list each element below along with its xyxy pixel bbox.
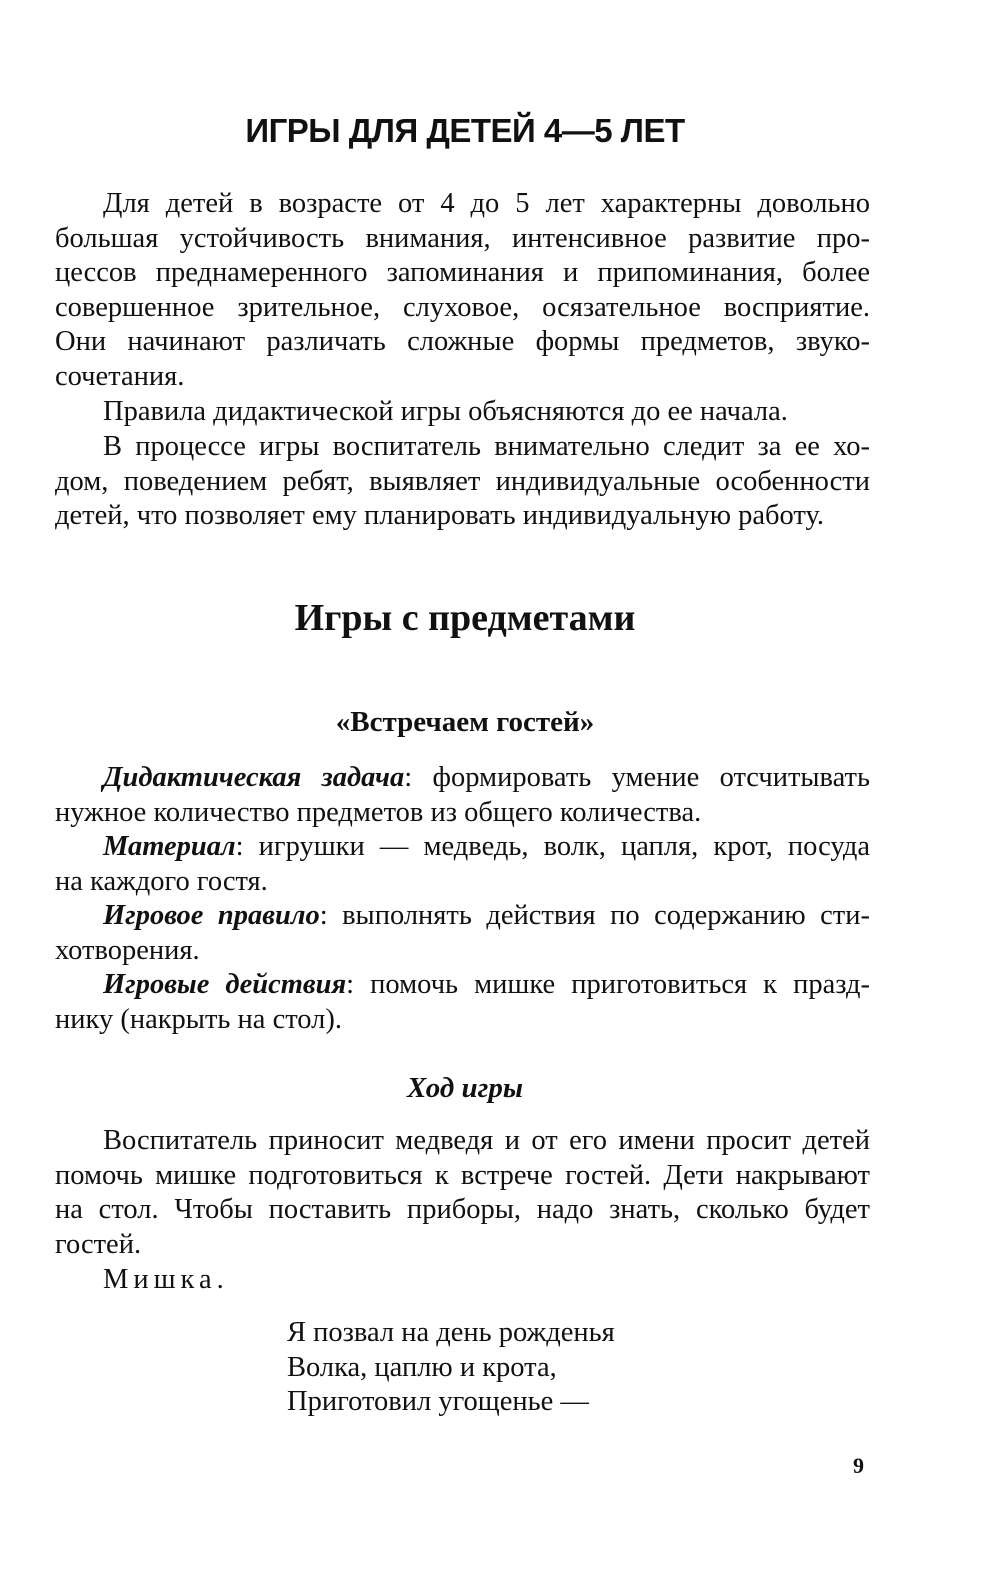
text-line: детей, что позволяет ему планировать индивидуальную работу. (55, 500, 825, 532)
text-line: нику (накрыть на стол). (55, 1003, 343, 1035)
term-game-actions: Игровые действия (103, 969, 347, 1000)
section-title: Игры с предметами (294, 597, 636, 639)
speaker-name: Мишка. (103, 1264, 229, 1295)
intro-paragraph-3 (55, 430, 870, 534)
text-line: Дидактическая задача: формировать умение отсчитывать (103, 762, 871, 793)
chapter-title: ИГРЫ ДЛЯ ДЕТЕЙ 4—5 ЛЕТ (245, 112, 685, 149)
text-line: Для детей в возрасте от 4 до 5 лет характерны довольно (103, 188, 870, 219)
material (55, 830, 870, 899)
term-material: Материал (103, 831, 236, 862)
intro-paragraph-1 (55, 187, 870, 395)
text-line: на каждого гостя. (55, 865, 268, 897)
text-line: большая устойчивость внимания, интенсивное развитие про- (55, 222, 870, 254)
text-line: цессов преднамеренного запоминания и припоминания, более (55, 257, 870, 289)
poem-line: Приготовил угощенье — (287, 1386, 589, 1418)
game-actions (55, 968, 870, 1037)
text-line: Игровые действия: помочь мишке приготовиться к празд- (103, 969, 870, 1000)
text-line: сочетания. (55, 360, 185, 392)
term-didactic-task: Дидактическая задача (103, 762, 405, 793)
game-rule (55, 899, 870, 968)
text-line: помочь мишке подготовиться к встрече гостей. Дети накрывают (55, 1159, 870, 1191)
poem-line: Волка, цаплю и крота, (287, 1351, 557, 1383)
speaker-line (55, 1263, 870, 1298)
text-line: дом, поведением ребят, выявляет индивидуальные особенности (55, 465, 870, 497)
text-line: Воспитатель приносит медведя и от его имени просит детей (103, 1125, 870, 1156)
page-number: 9 (853, 1453, 864, 1478)
text-line: Правила дидактической игры объясняются до ее начала. (103, 396, 788, 427)
text-line: Они начинают различать сложные формы предметов, звуко- (55, 326, 870, 358)
progress-paragraph (55, 1124, 870, 1262)
didactic-task (55, 761, 870, 830)
text-line: гостей. (55, 1228, 142, 1260)
text-line: хотворения. (55, 934, 200, 966)
poem-line: Я позвал на день рожденья (287, 1317, 615, 1348)
poem (287, 1316, 615, 1420)
text-line: Игровое правило: выполнять действия по содержанию сти- (103, 900, 870, 931)
text-line: на стол. Чтобы поставить приборы, надо знать, сколько будет (55, 1194, 870, 1226)
text-line: совершенное зрительное, слуховое, осязательное восприятие. (55, 291, 870, 323)
text-line: В процессе игры воспитатель внимательно следит за ее хо- (103, 431, 870, 462)
text-line: Материал: игрушки — медведь, волк, цапля, крот, посуда (103, 831, 870, 862)
progress-heading: Ход игры (407, 1072, 523, 1104)
text-line: нужное количество предметов из общего количества. (55, 796, 702, 828)
term-game-rule: Игровое правило (103, 900, 320, 931)
game-title: «Встречаем гостей» (335, 706, 595, 738)
intro-paragraph-2 (55, 395, 870, 430)
